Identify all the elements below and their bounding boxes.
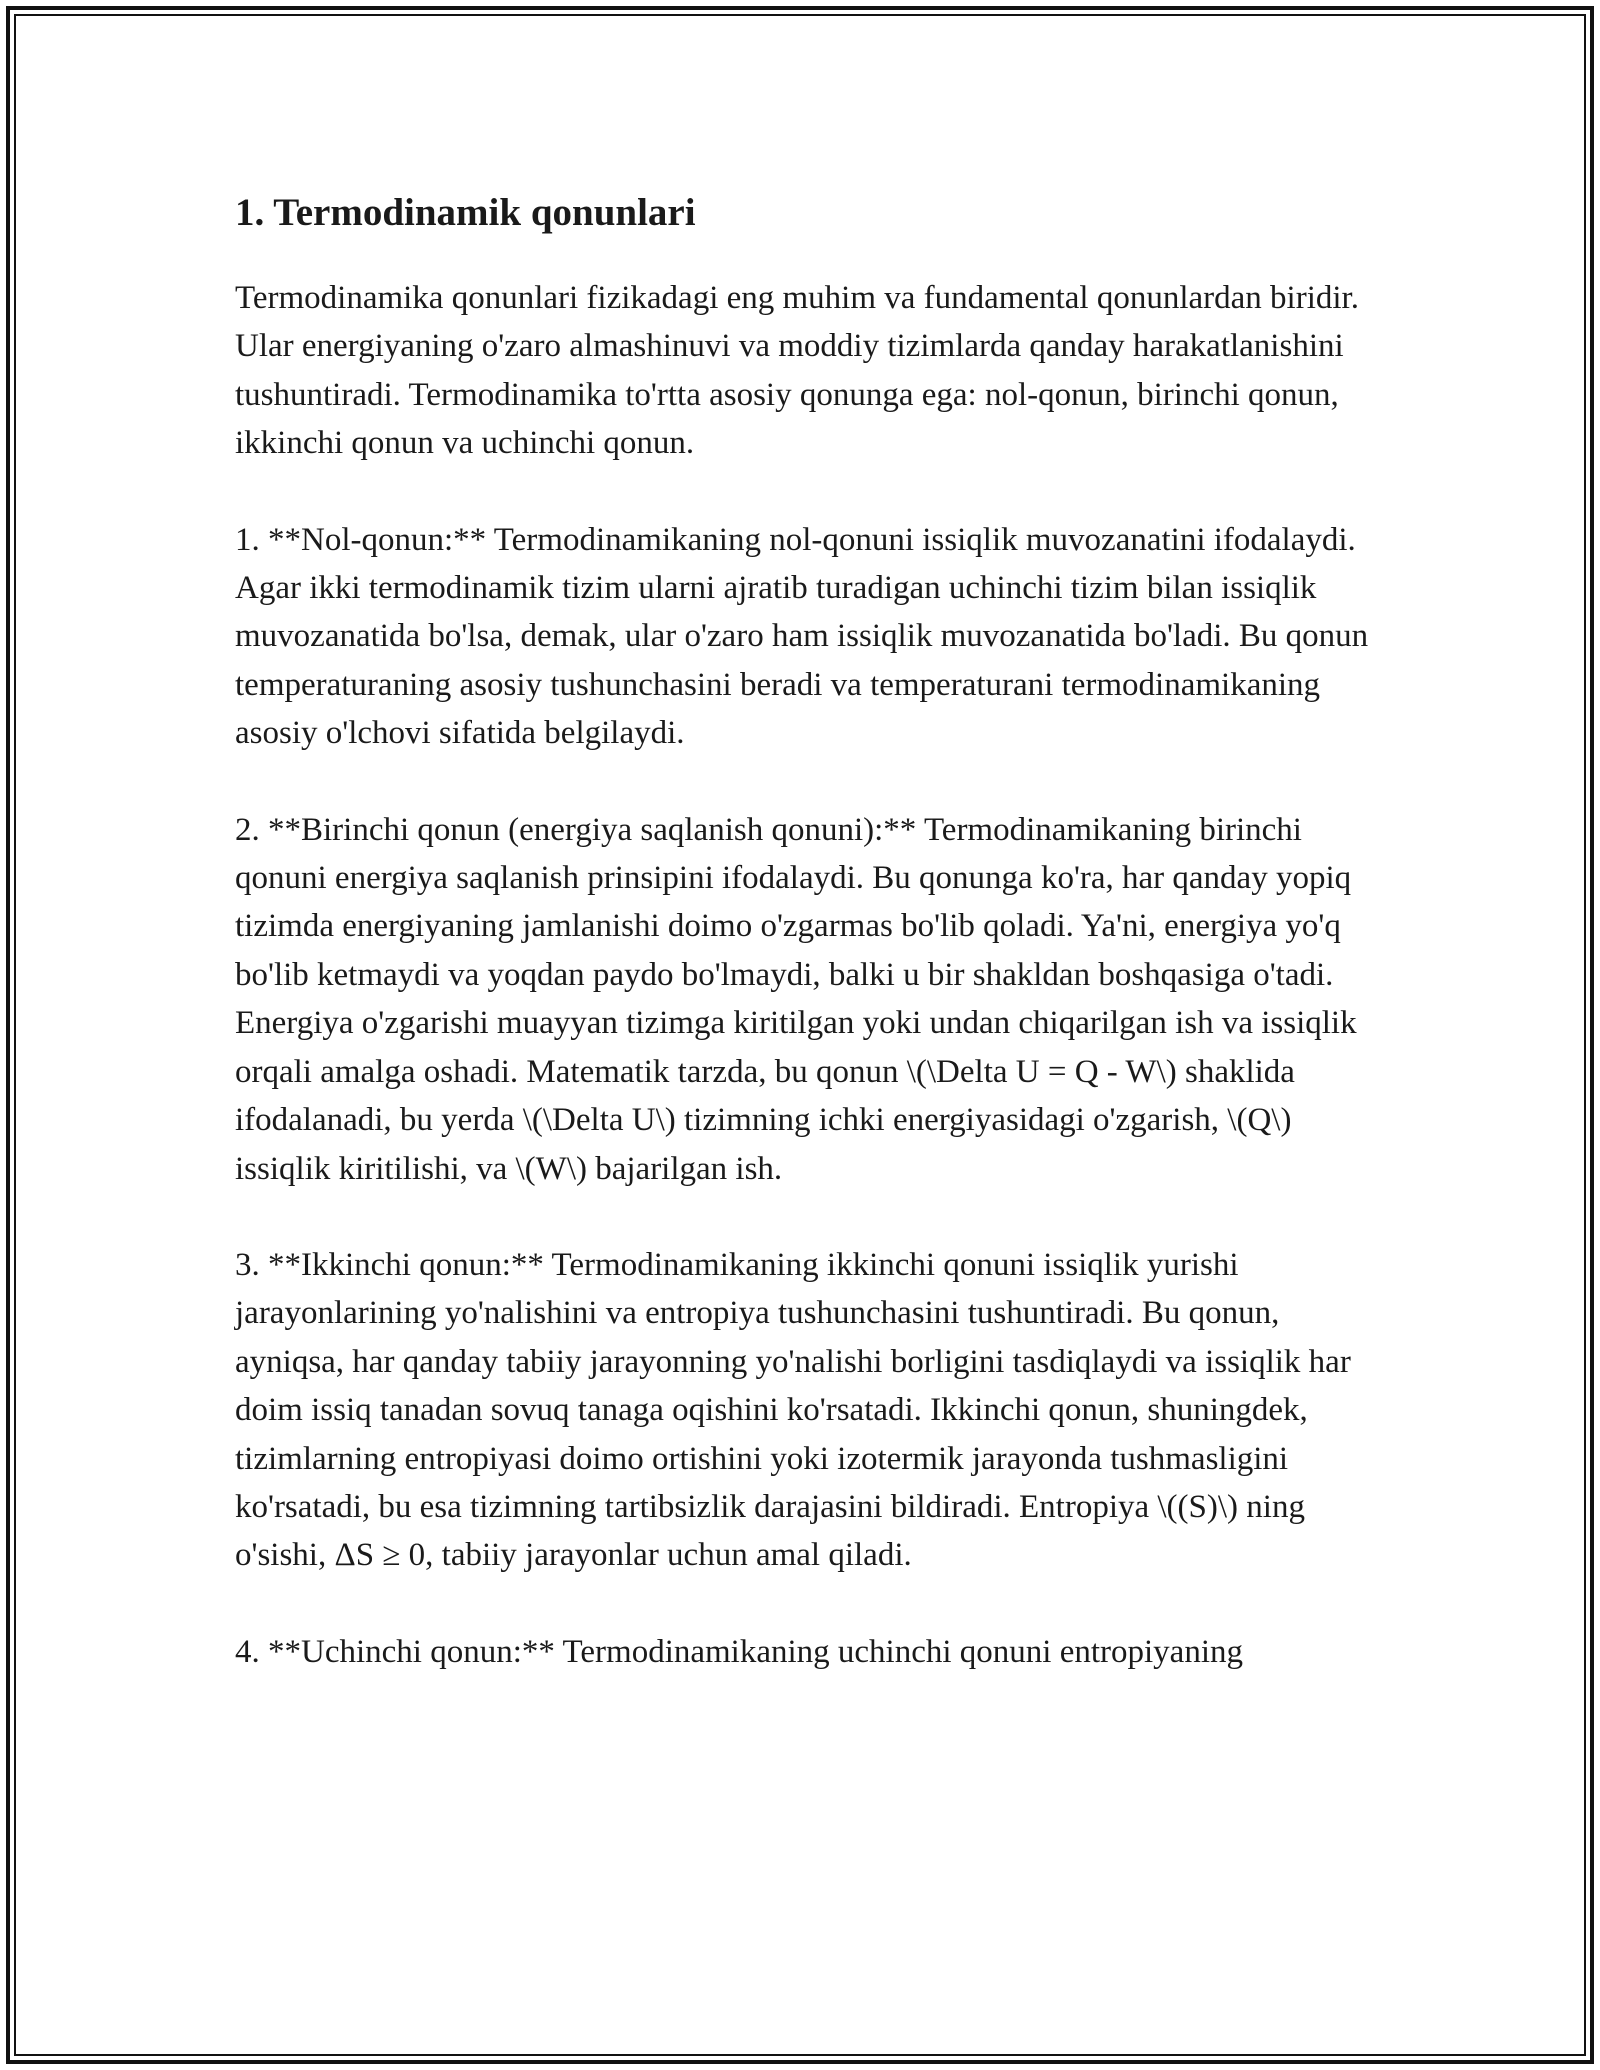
document-title: 1. Termodinamik qonunlari — [235, 191, 696, 234]
paragraph-second-law: 3. **Ikkinchi qonun:** Termodinamikaning ikkinchi qonuni issiqlik yurishi jarayonlarining yo'nalishini va entropiya tushunchasini tushuntiradi. Bu qonun, ayniqsa, har qanday tabiiy jarayonning yo'nalishi borligini tasdiqlaydi va issiqlik har doim issiq tanadan sovuq tanaga oqishini ko'rsatadi. Ikkinchi qonun, shuningdek, tizimlarning entropiyasi doimo ortishini yoki izotermik jarayonda tushmasligini ko'rsatadi, bu esa tizimning tartibsizlik darajasini bildiradi. Entropiya \((S)\) ning o'sishi, ΔS ≥ 0, tabiiy jarayonlar uchun amal qiladi. — [235, 1246, 1351, 1574]
document-body — [235, 182, 1370, 1676]
paragraph-intro: Termodinamika qonunlari fizikadagi eng muhim va fundamental qonunlardan biridir. Ular energiyaning o'zaro almashinuvi va moddiy tizimlarda qanday harakatlanishini tushuntiradi. Termodinamika to'rtta asosiy qonunga ega: nol-qonun, birinchi qonun, ikkinchi qonun va uchinchi qonun. — [235, 280, 1359, 462]
paragraph-zeroth-law: 1. **Nol-qonun:** Termodinamikaning nol-qonuni issiqlik muvozanatini ifodalaydi. Agar ikki termodinamik tizim ularni ajratib turadigan uchinchi tizim bilan issiqlik muvozanatida bo'lsa, demak, ular o'zaro ham issiqlik muvozanatida bo'ladi. Bu qonun temperaturaning asosiy tushunchasini beradi va temperaturani termodinamikaning asosiy o'lchovi sifatida belgilaydi. — [235, 521, 1369, 752]
paragraph-first-law: 2. **Birinchi qonun (energiya saqlanish qonuni):** Termodinamikaning birinchi qonuni energiya saqlanish prinsipini ifodalaydi. Bu qonunga ko'ra, har qanday yopiq tizimda energiyaning jamlanishi doimo o'zgarmas bo'lib qoladi. Ya'ni, energiya yo'q bo'lib ketmaydi va yoqdan paydo bo'lmaydi, balki u bir shakldan boshqasiga o'tadi. Energiya o'zgarishi muayyan tizimga kiritilgan yoki undan chiqarilgan ish va issiqlik orqali amalga oshadi. Matematik tarzda, bu qonun \(\Delta U = Q - W\) shaklida ifodalanadi, bu yerda \(\Delta U\) tizimning ichki energiyasidagi o'zgarish, \(Q\) issiqlik kiritilishi, va \(W\) bajarilgan ish. — [235, 811, 1357, 1187]
paragraph-third-law: 4. **Uchinchi qonun:** Termodinamikaning uchinchi qonuni entropiyaning — [235, 1633, 1243, 1670]
